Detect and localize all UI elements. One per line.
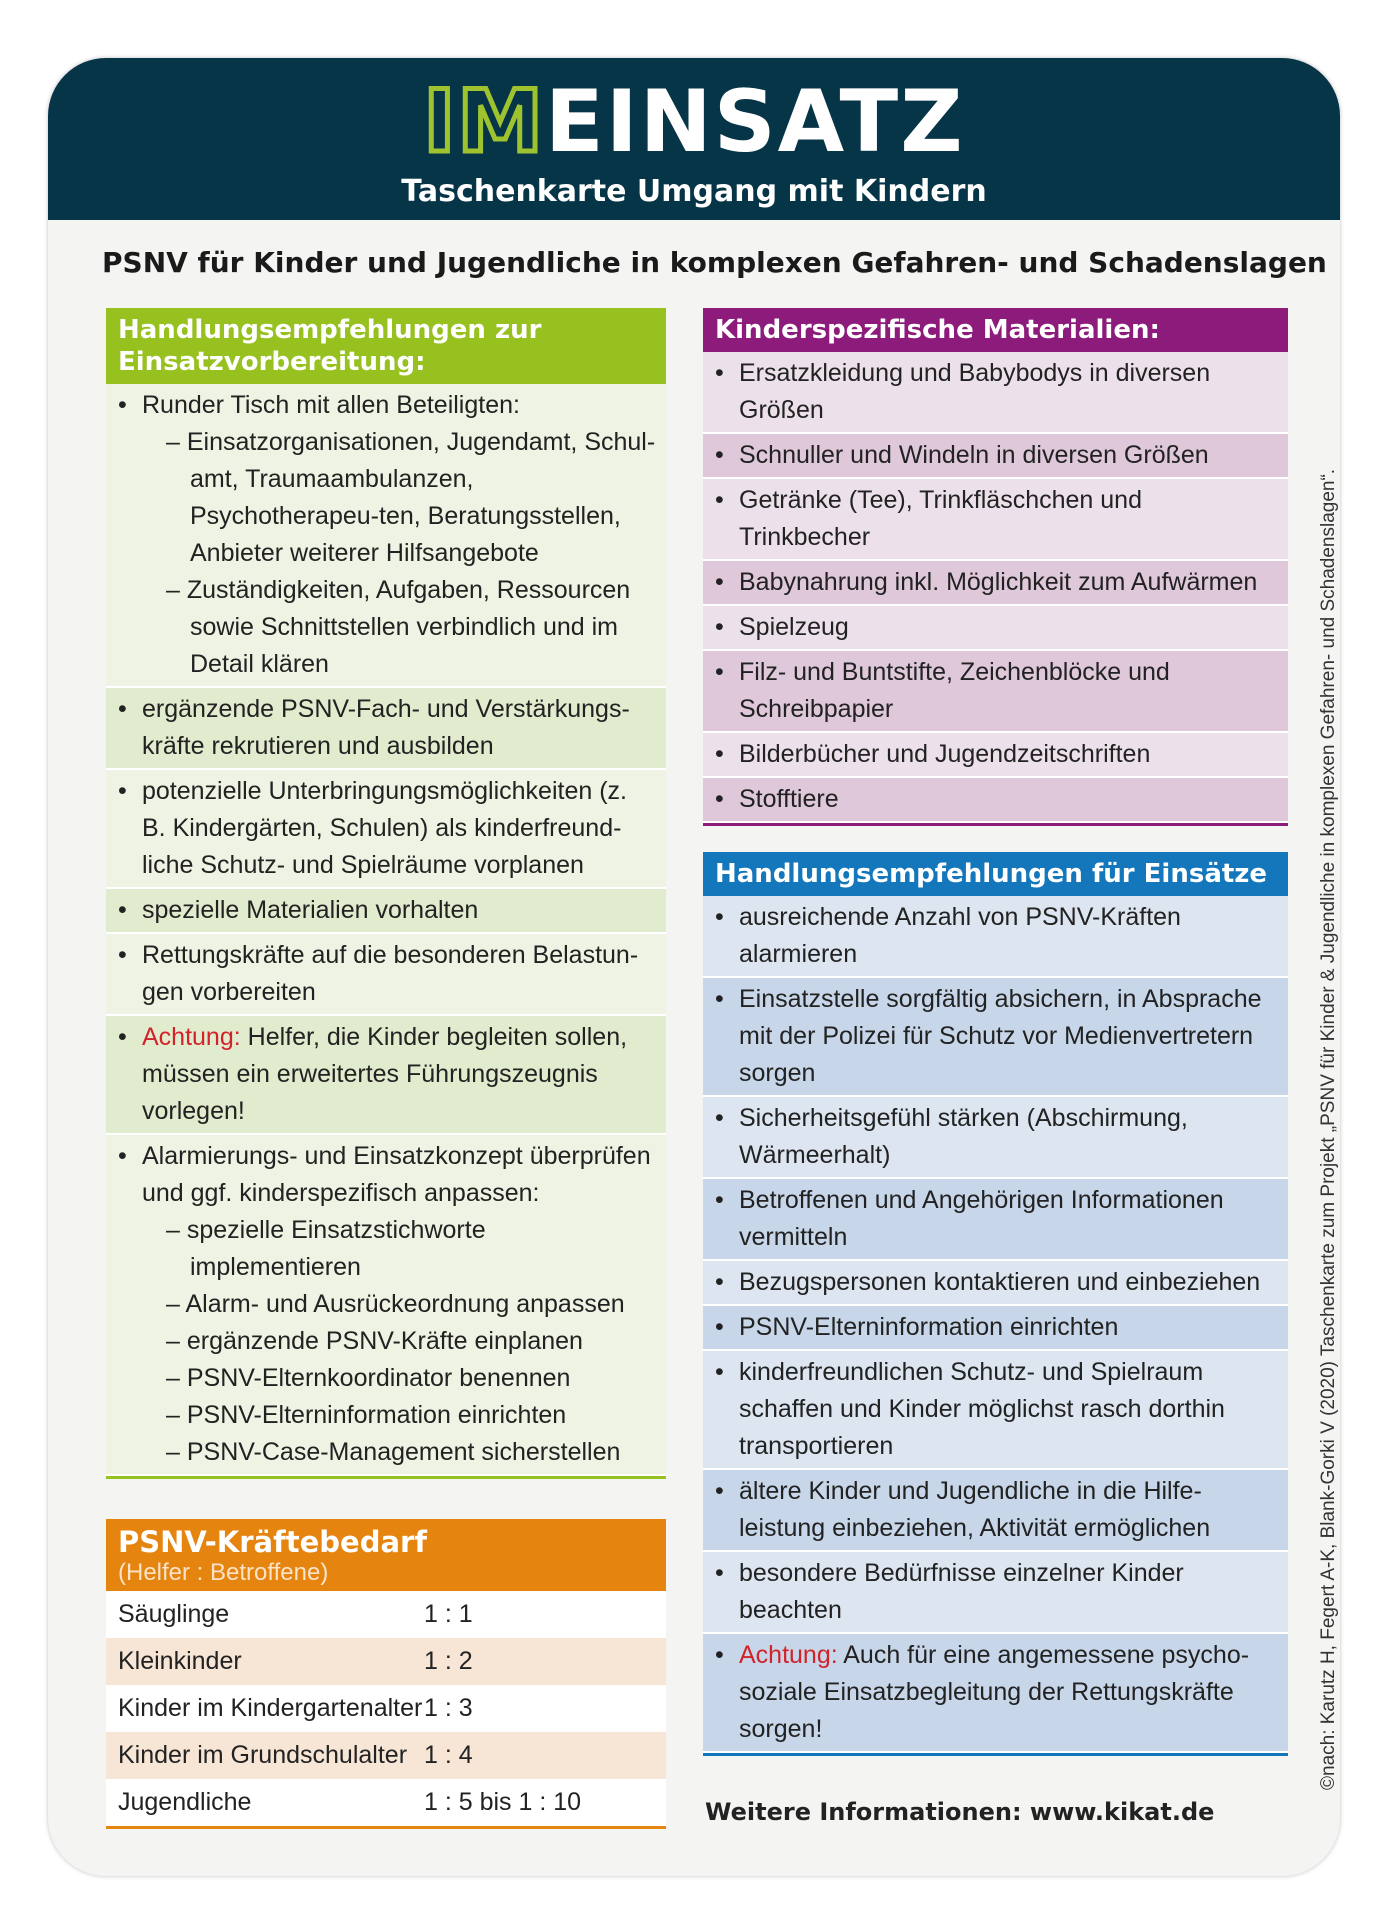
- sub-item: – Zuständigkeiten, Aufgaben, Ressourcen sowie Schnittstellen verbindlich und im Detail klären: [166, 576, 631, 678]
- bullet-icon: •: [715, 1477, 724, 1505]
- ops-item: [703, 1634, 1288, 1753]
- item-text: Stofftiere: [739, 785, 839, 813]
- ops-section-title: Handlungsempfehlungen für Einsätze: [703, 852, 1288, 896]
- staffing-row: [106, 1779, 666, 1826]
- item-main-text: Runder Tisch mit allen Beteiligten:: [142, 391, 520, 419]
- card-subtitle: Taschenkarte Umgang mit Kindern: [401, 174, 987, 209]
- ops-item: [703, 1261, 1288, 1306]
- prep-section: [106, 308, 666, 1479]
- ops-list: [703, 896, 1288, 1753]
- prep-item: [106, 770, 666, 889]
- materials-section: [703, 308, 1288, 826]
- item-text: Bilderbücher und Jugendzeitschriften: [739, 740, 1151, 768]
- ops-item: [703, 1179, 1288, 1261]
- ops-item: [703, 978, 1288, 1097]
- staffing-group: Kinder im Grundschulalter: [118, 1741, 408, 1769]
- item-text: [116, 1019, 656, 1130]
- item-text: Spielzeug: [739, 613, 849, 641]
- item-text: Ersatzkleidung und Babybodys in diversen Größen: [739, 359, 1211, 424]
- bullet-icon: •: [715, 441, 724, 469]
- item-main-text: ausreichende Anzahl von PSNV-Kräften alarmieren: [739, 903, 1181, 968]
- bullet-icon: •: [715, 568, 724, 596]
- item-text: [713, 1354, 1278, 1465]
- ops-section: [703, 852, 1288, 1756]
- staffing-title: PSNV-Kräftebedarf: [118, 1525, 427, 1559]
- more-info-link[interactable]: Weitere Informationen: www.kikat.de: [705, 1798, 1215, 1826]
- staffing-group: Kinder im Kindergartenalter: [118, 1694, 423, 1722]
- bullet-icon: •: [118, 941, 127, 969]
- staffing-group: Jugendliche: [118, 1788, 252, 1816]
- sub-item: – PSNV-Elterninformation einrichten: [166, 1401, 567, 1429]
- staffing-subtitle: (Helfer : Betroffene): [118, 1559, 329, 1586]
- sub-item: – PSNV-Case-Management sicherstellen: [166, 1438, 621, 1466]
- item-main-text: ergänzende PSNV-Fach- und Verstärkungs-kräfte rekrutieren und ausbilden: [142, 695, 630, 760]
- card-title: PSNV für Kinder und Jugendliche in komplexen Gefahren- und Schadenslagen: [102, 246, 1327, 279]
- prep-item: [106, 1016, 666, 1135]
- bullet-icon: •: [715, 1358, 724, 1386]
- staffing-table: [106, 1591, 666, 1826]
- bullet-icon: •: [118, 777, 127, 805]
- item-text: Schnuller und Windeln in diversen Größen: [739, 441, 1209, 469]
- item-main-text: Alarmierungs- und Einsatzkonzept überprüfen und ggf. kinderspezifisch anpassen:: [142, 1142, 651, 1207]
- item-main-text: Sicherheitsgefühl stärken (Abschirmung, Wärmeerhalt): [739, 1104, 1188, 1169]
- item-text: [713, 1182, 1278, 1256]
- material-item: [703, 733, 1288, 778]
- staffing-ratio: 1 : 3: [424, 1694, 473, 1722]
- right-column: [703, 308, 1288, 1756]
- staffing-row: [106, 1685, 666, 1732]
- bullet-icon: •: [715, 613, 724, 641]
- item-main-text: Bezugspersonen kontaktieren und einbeziehen: [739, 1268, 1261, 1296]
- staffing-section: [106, 1519, 666, 1829]
- prep-item: [106, 688, 666, 770]
- item-main-text: Betroffenen und Angehörigen Informationen vermitteln: [739, 1186, 1224, 1251]
- staffing-title-block: [106, 1519, 666, 1591]
- staffing-row: [106, 1591, 666, 1638]
- pocket-card: [48, 58, 1340, 1876]
- left-column: [106, 308, 666, 1829]
- ops-item: [703, 1552, 1288, 1634]
- item-text: [116, 387, 656, 683]
- item-main-text: PSNV-Elterninformation einrichten: [739, 1313, 1119, 1341]
- bullet-icon: •: [715, 1641, 724, 1669]
- bullet-icon: •: [118, 391, 127, 419]
- item-text: [116, 892, 656, 929]
- alert-label: Achtung:: [142, 1023, 241, 1051]
- material-item: [703, 778, 1288, 823]
- prep-section-title: Handlungsempfehlungen zur Einsatzvorbereitung:: [106, 308, 666, 384]
- item-text: [713, 981, 1278, 1092]
- ops-item: [703, 1470, 1288, 1552]
- staffing-row: [106, 1638, 666, 1685]
- item-text: [116, 773, 656, 884]
- item-text: Getränke (Tee), Trinkfläschchen und Trinkbecher: [739, 486, 1142, 551]
- sub-item: – PSNV-Elternkoordinator benennen: [166, 1364, 571, 1392]
- bullet-icon: •: [715, 740, 724, 768]
- card-header: [48, 58, 1340, 220]
- im-einsatz-logo: [48, 72, 1340, 172]
- item-text: Babynahrung inkl. Möglichkeit zum Aufwärmen: [739, 568, 1258, 596]
- materials-list: [703, 352, 1288, 823]
- item-text: [116, 1138, 656, 1471]
- bullet-icon: •: [118, 1142, 127, 1170]
- material-item: [703, 651, 1288, 733]
- citation-text: ©nach: Karutz H, Fegert A-K, Blank-Gorki V (2020) Taschenkarte zum Projekt „PSNV für Kinder & Jugendliche in komplexen Gefahren- und Schadenslagen“.: [1318, 468, 1339, 1790]
- bullet-icon: •: [715, 486, 724, 514]
- item-text: [713, 1264, 1278, 1301]
- item-main-text: Einsatzstelle sorgfältig absichern, in Absprache mit der Polizei für Schutz vor Medienvertretern sorgen: [739, 985, 1262, 1087]
- item-text: [713, 1100, 1278, 1174]
- item-main-text: ältere Kinder und Jugendliche in die Hilfe-leistung einbeziehen, Aktivität ermöglichen: [739, 1477, 1211, 1542]
- staffing-row: [106, 1732, 666, 1779]
- prep-list: [106, 384, 666, 1476]
- bullet-icon: •: [715, 1186, 724, 1214]
- bullet-icon: •: [118, 695, 127, 723]
- material-item: [703, 479, 1288, 561]
- alert-label: Achtung:: [739, 1641, 838, 1669]
- item-main-text: spezielle Materialien vorhalten: [142, 896, 479, 924]
- item-main-text: Rettungskräfte auf die besonderen Belastun-gen vorbereiten: [142, 941, 639, 1006]
- staffing-group: Säuglinge: [118, 1600, 230, 1628]
- sub-item: – Alarm- und Ausrückeordnung anpassen: [166, 1290, 625, 1318]
- staffing-ratio: 1 : 2: [424, 1647, 473, 1675]
- item-text: [713, 1637, 1278, 1748]
- item-main-text: besondere Bedürfnisse einzelner Kinder beachten: [739, 1559, 1184, 1624]
- sub-item: – spezielle Einsatzstichworte implementieren: [166, 1216, 486, 1281]
- prep-item: [106, 1135, 666, 1476]
- bullet-icon: •: [715, 903, 724, 931]
- bullet-icon: •: [715, 658, 724, 686]
- item-text: [713, 1555, 1278, 1629]
- prep-item: [106, 889, 666, 934]
- staffing-ratio: 1 : 1: [424, 1600, 473, 1628]
- item-main-text: potenzielle Unterbringungsmöglichkeiten (z. B. Kindergärten, Schulen) als kinderfreund-liche Schutz- und Spielräume vorplanen: [142, 777, 627, 879]
- item-text: [713, 1473, 1278, 1547]
- item-main-text: kinderfreundlichen Schutz- und Spielraum schaffen und Kinder möglichst rasch dorthin transportieren: [739, 1358, 1225, 1460]
- prep-item: [106, 384, 666, 688]
- sub-item: – ergänzende PSNV-Kräfte einplanen: [166, 1327, 583, 1355]
- logo-im: IM: [423, 72, 545, 172]
- bullet-icon: •: [715, 1268, 724, 1296]
- bullet-icon: •: [715, 1559, 724, 1587]
- ops-item: [703, 1097, 1288, 1179]
- alert-text: Helfer, die Kinder begleiten sollen, müssen ein erweitertes Führungszeugnis vorlegen!: [142, 1023, 628, 1125]
- bullet-icon: •: [715, 359, 724, 387]
- bullet-icon: •: [715, 1104, 724, 1132]
- item-text: [713, 1309, 1278, 1346]
- bullet-icon: •: [715, 985, 724, 1013]
- staffing-ratio: 1 : 4: [424, 1741, 473, 1769]
- item-text: Filz- und Buntstifte, Zeichenblöcke und Schreibpapier: [739, 658, 1170, 723]
- prep-item: [106, 934, 666, 1016]
- bullet-icon: •: [118, 1023, 127, 1051]
- bullet-icon: •: [118, 896, 127, 924]
- staffing-ratio: 1 : 5 bis 1 : 10: [424, 1788, 582, 1816]
- item-text: [116, 937, 656, 1011]
- materials-section-title: Kinderspezifische Materialien:: [703, 308, 1288, 352]
- material-item: [703, 561, 1288, 606]
- bullet-icon: •: [715, 785, 724, 813]
- logo-einsatz: EINSATZ: [545, 72, 965, 172]
- material-item: [703, 434, 1288, 479]
- sub-item: – Einsatzorganisationen, Jugendamt, Schul-amt, Traumaambulanzen, Psychotherapeu-ten, Beratungsstellen, Anbieter weiterer Hilfsangebote: [166, 428, 656, 567]
- alert-text: Auch für eine angemessene psycho-soziale Einsatzbegleitung der Rettungskräfte sorgen!: [739, 1641, 1250, 1743]
- ops-item: [703, 1306, 1288, 1351]
- material-item: [703, 352, 1288, 434]
- bullet-icon: •: [715, 1313, 724, 1341]
- item-text: [116, 691, 656, 765]
- item-text: [713, 899, 1278, 973]
- ops-item: [703, 1351, 1288, 1470]
- staffing-group: Kleinkinder: [118, 1647, 242, 1675]
- ops-item: [703, 896, 1288, 978]
- material-item: [703, 606, 1288, 651]
